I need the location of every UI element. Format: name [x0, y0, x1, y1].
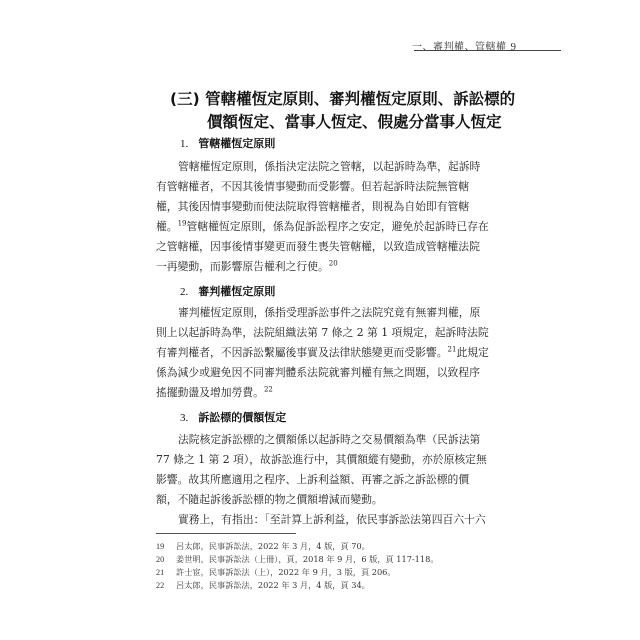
footnote-number: 22	[156, 581, 165, 590]
footnote-ref-20[interactable]: 20	[328, 259, 338, 268]
footnote-number: 20	[156, 555, 165, 564]
text-line: 權，其後因情事變動而使法院取得管轄權者，則視為自始即有管轄	[156, 200, 470, 213]
text-line: 實務上，有指出：「至計算上訴利益，依民事訴訟法第四百六十六	[178, 513, 486, 526]
footnote-text: 呂太郎，民事訴訟法，2022 年 3 月，4 版，頁 70。	[176, 541, 370, 551]
footnote-number: 21	[156, 568, 165, 577]
text-line: 額，不隨起訴後訴訟標的物之價額增減而變動。	[156, 493, 383, 506]
section-title-line-1: (三) 管轄權恆定原則、審判權恆定原則、訴訟標的	[170, 90, 516, 108]
text-segment: 權。	[156, 220, 178, 233]
text-line	[156, 217, 506, 237]
footnotes	[156, 540, 516, 592]
running-head-text: 一、審判權、管轄權	[412, 42, 507, 53]
text-segment: 管轄權恆定原則，係為促訴訟程序之安定，避免於起訴時已存在	[186, 220, 489, 233]
subsection-number: 3.	[180, 412, 189, 424]
text-line: 影響。故其所應適用之程序、上訴利益額、再審之訴之訴訟標的價	[156, 473, 470, 486]
text-line	[156, 383, 506, 403]
footnote-21	[156, 566, 516, 579]
text-line: 法院核定訴訟標的之價額係以起訴時之交易價額為準（民訴法第	[178, 433, 481, 446]
text-line: 審判權恆定原則，係指受理訴訟事件之法院究竟有無審判權，原	[178, 306, 481, 319]
text-segment: 搖擺動盪及增加勞費。	[156, 386, 264, 399]
footnote-text: 許士宦，民事訴訟法（上），2022 年 9 月，3 版，頁 206。	[176, 567, 396, 577]
paragraph-jurisdiction	[156, 157, 506, 277]
footnote-text: 呂太郎，民事訴訟法，2022 年 3 月，4 版，頁 34。	[176, 580, 370, 590]
footnote-22	[156, 579, 516, 592]
text-line: 係為減少或避免因不同審判體系法院就審判權有無之問題，以致程序	[156, 366, 480, 379]
paragraph-adjudication	[156, 303, 506, 403]
page-number: 9	[510, 41, 516, 53]
subsection-heading-3	[180, 409, 286, 425]
footnote-number: 19	[156, 542, 165, 551]
footnote-ref-22[interactable]: 22	[263, 385, 273, 394]
text-line: 之管轄權，因事後情事變更而發生喪失管轄權，以致造成管轄權法院	[156, 240, 480, 253]
text-segment: 一再變動，而影響原告權利之行使。	[156, 260, 329, 273]
text-line	[156, 257, 506, 277]
footnote-20	[156, 553, 516, 566]
text-segment: 有審判權者，不因訴訟繫屬後事實及法律狀態變更而受影響。	[156, 346, 448, 359]
subsection-number: 1.	[180, 138, 189, 150]
footnote-text: 姜世明，民事訴訟法（上冊），頁，2018 年 9 月，6 版，頁 117-118。	[176, 554, 439, 564]
subsection-title: 訴訟標的價額恆定	[198, 411, 287, 424]
text-line: 管轄權恆定原則，係指決定法院之管轄，以起訴時為準，起訴時	[178, 160, 481, 173]
text-line: 則上以起訴時為準，法院組織法第 7 條之 2 第 1 項規定，起訴時法院	[156, 326, 489, 339]
subsection-number: 2.	[180, 286, 189, 298]
text-line: 77 條之 1 第 2 項），故訴訟進行中，其價額縱有變動，亦於原核定無	[156, 453, 487, 466]
running-head-rule	[414, 50, 561, 51]
footnote-19	[156, 540, 516, 553]
section-title-line-2: 價額恆定、當事人恆定、假處分當事人恆定	[207, 113, 502, 131]
text-line: 有管轄權者，不因其後情事變動而受影響。但若起訴時法院無管轄	[156, 180, 470, 193]
subsection-heading-2	[180, 283, 275, 299]
footnote-ref-21[interactable]: 21	[447, 345, 457, 354]
footnote-ref-19[interactable]: 19	[177, 219, 187, 228]
paragraph-claim-value	[156, 430, 506, 530]
footnote-separator	[156, 533, 296, 534]
subsection-title: 審判權恆定原則	[198, 285, 276, 298]
subsection-heading-1	[180, 135, 275, 151]
subsection-title: 管轄權恆定原則	[198, 137, 276, 150]
text-line	[156, 343, 506, 363]
text-segment: 此規定	[456, 346, 489, 359]
